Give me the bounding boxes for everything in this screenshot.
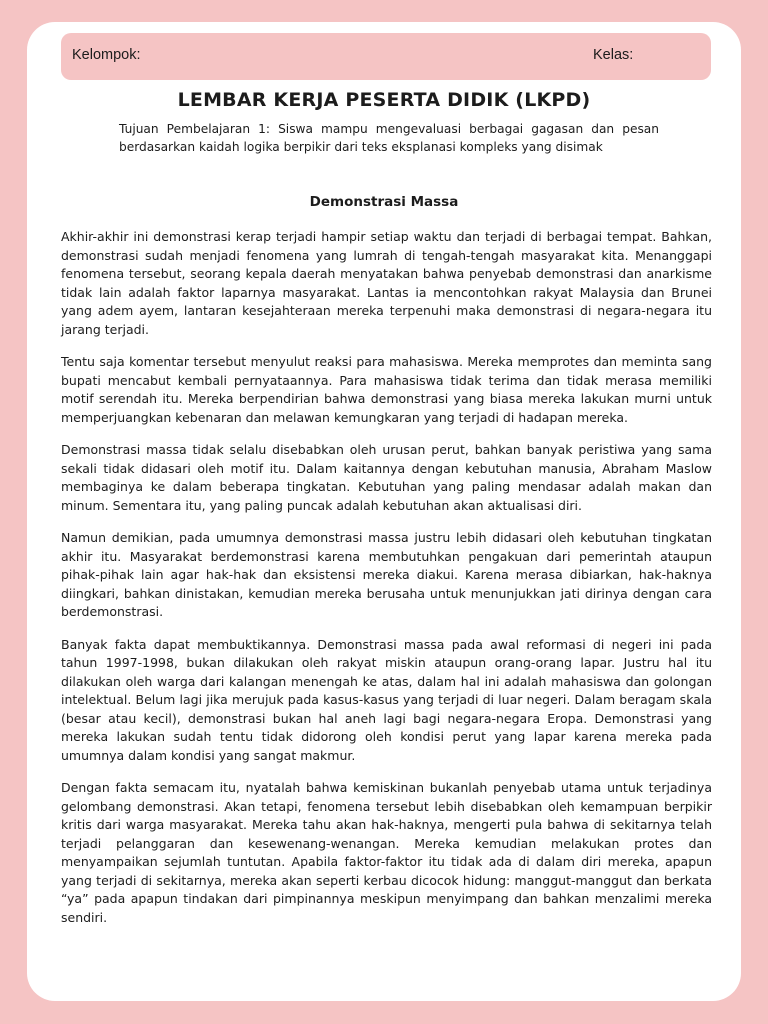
learning-objective: Tujuan Pembelajaran 1: Siswa mampu mengevaluasi berbagai gagasan dan pesan berdasarkan kaidah logika berpikir dari teks eksplanasi kompleks yang disimak [119,122,659,154]
worksheet-page [27,22,741,1001]
page-title: LEMBAR KERJA PESERTA DIDIK (LKPD) [177,89,591,111]
paragraph: Tentu saja komentar tersebut menyulut reaksi para mahasiswa. Mereka memprotes dan meminta sang bupati mencabut kembali pernyataannya. Para mahasiswa tidak terima dan tidak merasa memiliki motif serendah itu. Mereka berpendirian bahwa demonstrasi yang biasa mereka lakukan murni untuk memperjuangkan kebenaran dan melawan kemungkaran yang terjadi di hadapan mereka. [61,354,712,425]
text-title: Demonstrasi Massa [309,194,459,210]
paragraph: Akhir-akhir ini demonstrasi kerap terjadi hampir setiap waktu dan terjadi di berbagai tempat. Bahkan, demonstrasi sudah menjadi fenomena yang lumrah di tengah-tengah masyarakat kita. Menanggapi fenomena tersebut, seorang kepala daerah menyatakan bahwa penyebab demonstrasi dan anarkisme tidak lain adalah faktor laparnya masyarakat. Lantas ia mencontohkan rakyat Malaysia dan Brunei yang adem ayem, lantaran kesejahteraan mereka terpenuhi maka demonstrasi di negara-negara itu jarang terjadi. [61,229,712,337]
paragraph: Demonstrasi massa tidak selalu disebabkan oleh urusan perut, bahkan banyak peristiwa yang sama sekali tidak didasari oleh motif itu. Dalam kaitannya dengan kebutuhan manusia, Abraham Maslow membaginya ke dalam beberapa tingkatan. Kebutuhan yang paling mendasar adalah makan dan minum. Sementara itu, yang paling puncak adalah kebutuhan akan aktualisasi diri. [61,442,712,513]
paragraph: Banyak fakta dapat membuktikannya. Demonstrasi massa pada awal reformasi di negeri ini pada tahun 1997-1998, bukan dilakukan oleh rakyat miskin ataupun orang-orang lapar. Justru hal itu dilakukan oleh warga dari kalangan menengah ke atas, dalam hal ini adalah mahasiswa dan golongan intelektual. Belum lagi jika merujuk pada kasus-kasus yang terjadi di luar negeri. Dalam beragam skala (besar atau kecil), demonstrasi bukan hal aneh lagi bagi negara-negara Eropa. Demonstrasi yang mereka lakukan sudah tentu tidak didorong oleh kondisi perut yang lapar karena mereka pada umumnya dalam kondisi yang sangat makmur. [61,636,712,763]
kelompok-label: Kelompok: [72,47,141,63]
body-text [61,228,712,941]
header-bar [61,33,711,80]
paragraph: Dengan fakta semacam itu, nyatalah bahwa kemiskinan bukanlah penyebab utama untuk terjadinya gelombang demonstrasi. Akan tetapi, fenomena tersebut lebih disebabkan oleh kemampuan berpikir kritis dari warga masyarakat. Mereka tahu akan hak-haknya, mengerti pula bahwa di sekitarnya telah terjadi pelanggaran dan kesewenang-wenangan. Mereka kemudian melakukan protes dan menyampaikan sejumlah tuntutan. Apabila faktor-faktor itu tidak ada di dalam diri mereka, apapun yang terjadi di sekitarnya, mereka akan seperti kerbau dicocok hidung: manggut-manggut dan berkata “ya” pada apapun tindakan dari pimpinannya meskipun menyimpang dan bahkan menzalimi mereka sendiri. [61,780,712,925]
paragraph: Namun demikian, pada umumnya demonstrasi massa justru lebih didasari oleh kebutuhan tingkatan akhir itu. Masyarakat berdemonstrasi karena membutuhkan pengakuan dari pemerintah ataupun pihak-pihak lain agar hak-hak dan eksistensi mereka diakui. Karena merasa dibiarkan, hak-haknya diingkari, bahkan dinistakan, kemudian mereka berusaha untuk menunjukkan jati dirinya dengan cara berdemonstrasi. [61,530,712,619]
kelas-label: Kelas: [593,47,634,63]
